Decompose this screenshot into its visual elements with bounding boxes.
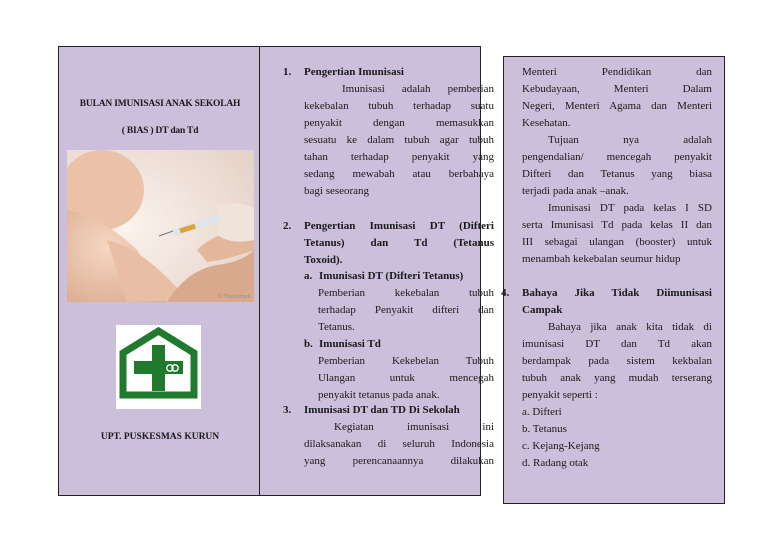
schedule-paragraph: Imunisasi DT pada kelas I SD serta Imunisasi Td pada kelas II dan III sebagai ulangan (booster) untuk menambah kekebalan seumur hidup [522,202,712,265]
cover-subtitle: ( BIAS ) DT dan Td [121,126,199,136]
section-1-number: 1. [283,66,292,78]
section-4-heading: Bahaya Jika Tidak Diimunisasi Campak [522,287,712,316]
vaccination-photo [67,150,254,302]
list-item: b. Tetanus [522,423,567,435]
section-2a-heading: Imunisasi DT (Difteri Tetanus) [319,270,464,282]
list-item: c. Kejang-Kejang [522,440,600,452]
photo-credit: © Thinkstock [217,294,251,300]
list-item: a. Difteri [522,406,562,418]
section-2b-body: Pemberian Kekebelan Tubuh Ulangan untuk mencegah penyakit tetanus pada anak. [318,355,494,401]
section-2a-label: a. [304,270,313,282]
section-2b-label: b. [304,338,313,350]
puskesmas-logo [116,325,201,409]
section-2a-body: Pemberian kekebalan tubuh terhadap Penyakit difteri dan Tetanus. [318,287,494,333]
section-3-body: Kegiatan imunisasi ini dilaksanakan di seluruh Indonesia yang perencanaannya dilakukan [304,421,494,467]
section-4-number: 4. [501,287,510,299]
cover-title: BULAN IMUNISASI ANAK SEKOLAH [79,99,241,109]
cover-footer: UPT. PUSKESMAS KURUN [100,432,220,442]
section-1-body: Imunisasi adalah pemberian kekebalan tubuh terhadap suatu penyakit dengan memasukkan sesuatu ke dalam tubuh agar tubuh tahan terhadap penyakit yang sedang mewabah atau berbahaya bagi seseorang [304,83,494,197]
section-3-continued: Menteri Pendidikan dan Kebudayaan, Menteri Dalam Negeri, Menteri Agama dan Menteri Kesehatan. [522,66,712,129]
section-3-heading: Imunisasi DT dan TD Di Sekolah [304,404,460,416]
section-2-heading: Pengertian Imunisasi DT (Difteri Tetanus) dan Td (Tetanus Toxoid). [304,220,494,266]
list-item: d. Radang otak [522,457,589,469]
section-2b-heading: Imunisasi Td [319,338,381,350]
purpose-paragraph: Tujuan nya adalah pengendalian/ mencegah penyakit Difteri dan Tetanus yang biasa terjadi pada anak –anak. [522,134,712,197]
cover-panel [58,46,260,496]
section-4-body: Bahaya jika anak kita tidak di imunisasi DT dan Td akan berdampak pada sistem kekbalan tubuh anak yang mudah terserang penyakit seperti : [522,321,712,401]
section-1-heading: Pengertian Imunisasi [304,66,404,78]
section-2-number: 2. [283,220,292,232]
section-3-number: 3. [283,404,292,416]
disease-list [522,404,712,472]
